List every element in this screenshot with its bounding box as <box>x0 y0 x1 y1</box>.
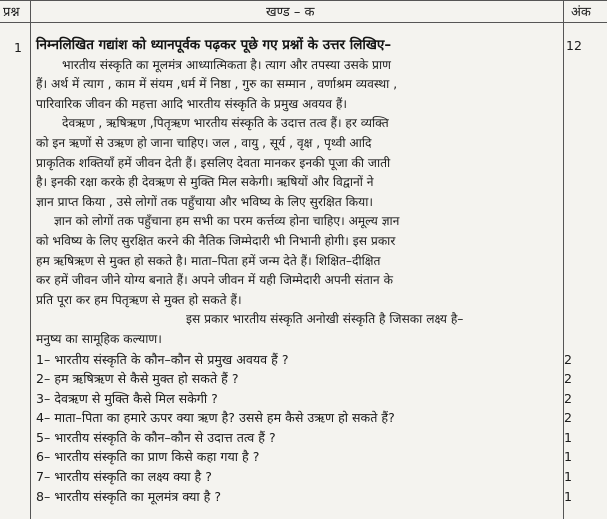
section-title: खण्ड – क <box>266 5 315 20</box>
sub-question <box>36 467 576 487</box>
sub-question-text: 3– देवऋण से मुक्ति कैसे मिल सकेगी ? <box>36 390 218 406</box>
passage-line: मनुष्य का सामूहिक कल्याण। <box>36 331 162 346</box>
sub-question-text: 7– भारतीय संस्कृति का लक्ष्य क्या है ? <box>36 469 212 485</box>
passage-line: को इन ऋणों से उऋण हो जाना चाहिए। जल , वायु , सूर्य , वृक्ष , पृथ्वी आदि <box>36 135 372 150</box>
sub-question-marks: 2 <box>563 390 572 406</box>
marks-column-header: अंक <box>571 5 591 20</box>
passage-line: इस प्रकार भारतीय संस्कृति अनोखी संस्कृति है जिसका लक्ष्य है– <box>186 312 464 327</box>
column-divider <box>30 0 31 519</box>
top-border <box>0 0 607 1</box>
question-number: 1 <box>14 40 22 55</box>
question-column-header: प्रश्न <box>3 5 20 20</box>
sub-question-text: 2– हम ऋषिऋण से कैसे मुक्त हो सकते हैं ? <box>36 371 239 387</box>
sub-question-marks: 2 <box>563 351 572 367</box>
sub-question <box>36 428 576 448</box>
sub-question-marks: 2 <box>563 371 572 387</box>
sub-question-marks: 2 <box>563 410 572 426</box>
passage-line: ज्ञान प्राप्त किया , उसे लोगों तक पहुँचाया और भविष्य के लिए सुरक्षित किया। <box>36 194 373 209</box>
passage-line: हम ऋषिऋण से मुक्त हो सकते है। माता–पिता हमें जन्म देते हैं। शिक्षित–दीक्षित <box>36 253 381 268</box>
sub-question-text: 6– भारतीय संस्कृति का प्राण किसे कहा गया है ? <box>36 449 260 465</box>
passage-line: कर हमें जीवन जीने योग्य बनाते हैं। अपने जीवन में यही जिम्मेदारी अपनी संतान के <box>36 273 393 288</box>
passage-line: देवऋण , ऋषिऋण ,पितृऋण भारतीय संस्कृति के उदात्त तत्व हैं। हर व्यक्ति <box>62 116 389 131</box>
sub-question-marks: 1 <box>563 488 572 504</box>
header-divider <box>0 22 607 23</box>
sub-question <box>36 350 576 370</box>
passage-line: को भविष्य के लिए सुरक्षित करने की नैतिक जिम्मेदारी भी निभानी होगी। इस प्रकार <box>36 233 396 248</box>
passage-line: प्राकृतिक शक्तियाँ हमें जीवन देती हैं। इसलिए देवता मानकर इनकी पूजा की जाती <box>36 155 391 170</box>
question-marks: 12 <box>566 38 582 53</box>
sub-question <box>36 369 576 389</box>
sub-question-text: 1– भारतीय संस्कृति के कौन–कौन से प्रमुख अवयव हैं ? <box>36 351 289 367</box>
sub-question <box>36 487 576 507</box>
passage-line: है। इनकी रक्षा करके ही देवऋण से मुक्ति मिल सकेगी। ऋषियों और विद्वानों ने <box>36 175 374 190</box>
passage-line: पारिवारिक जीवन की महत्ता आदि भारतीय संस्कृति के प्रमुख अवयव हैं। <box>36 96 347 111</box>
passage-line: भारतीय संस्कृति का मूलमंत्र आध्यात्मिकता है। त्याग और तपस्या उसके प्राण <box>62 57 391 72</box>
sub-question-text: 8– भारतीय संस्कृति का मूलमंत्र क्या है ? <box>36 488 222 504</box>
sub-question-text: 4– माता–पिता का हमारे ऊपर क्या ऋण है? उससे हम कैसे उऋण हो सकते हैं? <box>36 410 395 426</box>
sub-question <box>36 447 576 467</box>
passage-line: ज्ञान को लोगों तक पहुँचाना हम सभी का परम कर्त्तव्य होना चाहिए। अमूल्य ज्ञान <box>54 214 400 229</box>
sub-question <box>36 389 576 409</box>
sub-question-marks: 1 <box>563 429 572 445</box>
sub-question-marks: 1 <box>563 449 572 465</box>
instruction: निम्नलिखित गद्यांश को ध्यानपूर्वक पढ़कर पूछे गए प्रश्नों के उत्तर लिखिए– <box>36 37 392 53</box>
question-body <box>36 36 572 506</box>
sub-question-marks: 1 <box>563 469 572 485</box>
passage-line: हैं। अर्थ में त्याग , काम में संयम ,धर्म में निष्ठा , गुरु का सम्मान , वर्णाश्रम व्यवस्था , <box>36 77 398 92</box>
sub-question-text: 5– भारतीय संस्कृति के कौन–कौन से उदात्त तत्व हैं ? <box>36 429 276 445</box>
sub-question <box>36 408 576 428</box>
passage-line: प्रति पूरा कर हम पितृऋण से मुक्त हो सकते हैं। <box>36 292 242 307</box>
